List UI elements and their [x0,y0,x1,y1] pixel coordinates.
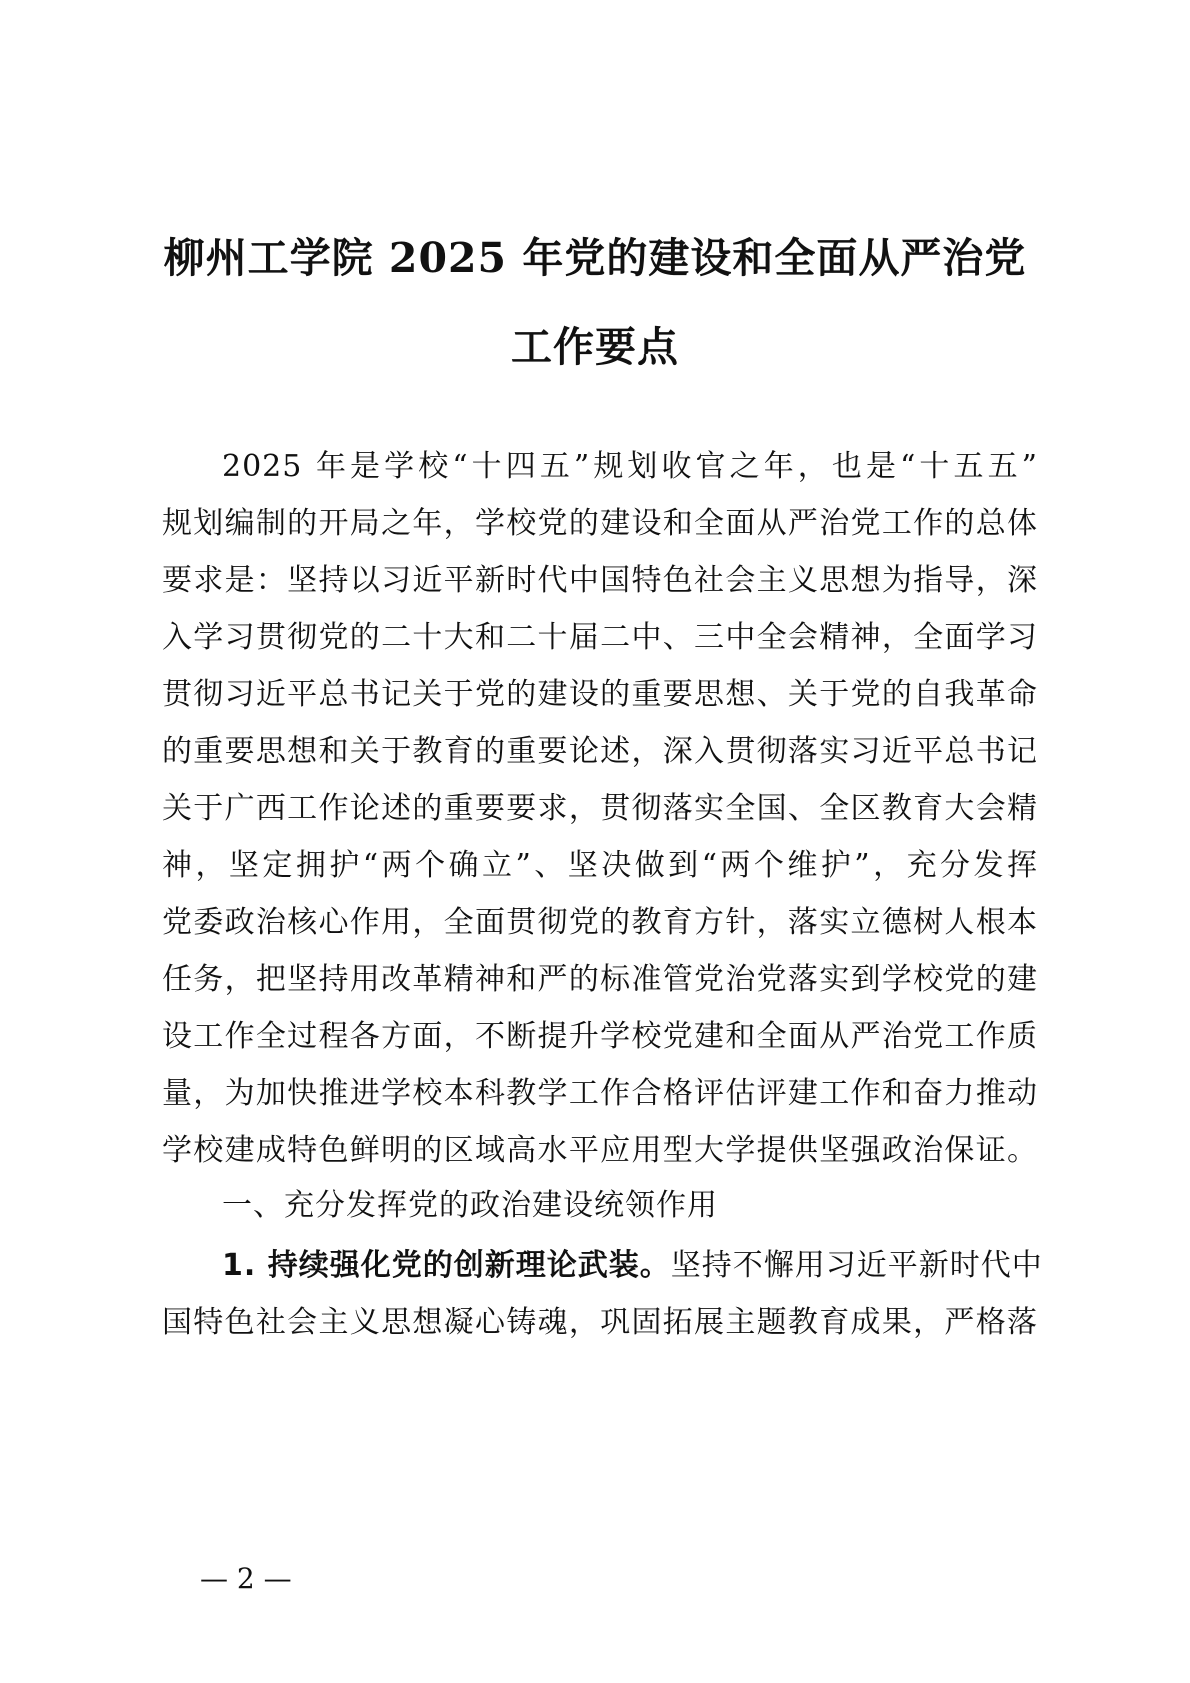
intro-line: 贯彻习近平总书记关于党的建设的重要思想、关于党的自我革命 [162,677,1038,712]
intro-line: 2025 年是学校“十四五”规划收官之年，也是“十五五” [222,449,1038,484]
intro-line: 神，坚定拥护“两个确立”、坚决做到“两个维护”，充分发挥 [162,848,1038,883]
intro-line: 党委政治核心作用，全面贯彻党的教育方针，落实立德树人根本 [162,905,1038,940]
document-title-line-1: 柳州工学院 2025 年党的建设和全面从严治党 [163,234,1027,282]
item-1-line: 国特色社会主义思想凝心铸魂，巩固拓展主题教育成果，严格落 [162,1305,1038,1340]
intro-line: 入学习贯彻党的二十大和二十届二中、三中全会精神，全面学习 [162,620,1038,655]
intro-line: 学校建成特色鲜明的区域高水平应用型大学提供坚强政治保证。 [162,1133,1038,1168]
section-heading-1: 一、充分发挥党的政治建设统领作用 [222,1188,718,1223]
intro-line: 的重要思想和关于教育的重要论述，深入贯彻落实习近平总书记 [162,734,1038,769]
item-1-first-line [162,1248,1043,1284]
intro-line: 量，为加快推进学校本科教学工作合格评估评建工作和奋力推动 [162,1076,1038,1111]
intro-line: 要求是：坚持以习近平新时代中国特色社会主义思想为指导，深 [162,563,1038,598]
intro-line: 关于广西工作论述的重要要求，贯彻落实全国、全区教育大会精 [162,791,1038,826]
intro-line: 任务，把坚持用改革精神和严的标准管党治党落实到学校党的建 [162,962,1038,997]
item-1-text: 坚持不懈用习近平新时代中 [670,1248,1043,1283]
document-title-line-2: 工作要点 [511,323,679,371]
item-1-title: 1. 持续强化党的创新理论武装。 [222,1248,671,1283]
page-number: — 2 — [200,1562,292,1595]
intro-line: 规划编制的开局之年，学校党的建设和全面从严治党工作的总体 [162,506,1038,541]
intro-line: 设工作全过程各方面，不断提升学校党建和全面从严治党工作质 [162,1019,1038,1054]
